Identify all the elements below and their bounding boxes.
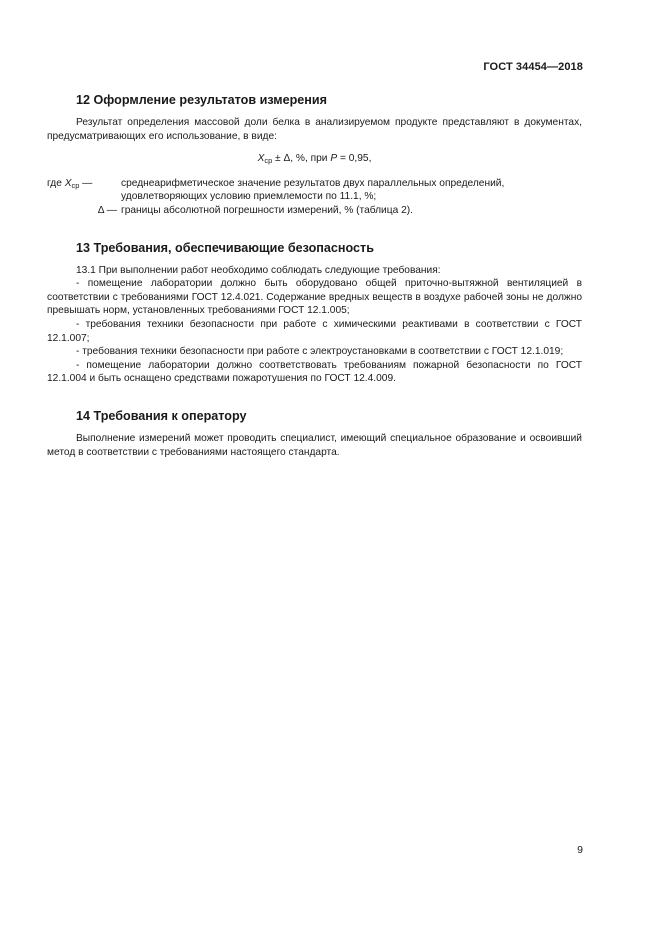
section-12-title: 12 Оформление результатов измерения bbox=[76, 93, 328, 107]
section-14-title: 14 Требования к оператору bbox=[76, 408, 247, 423]
section-13-item-3: - требования техники безопасности при работе с электроустановками в соответствии с ГОСТ 12.1.019; bbox=[76, 346, 564, 358]
where-dash: — bbox=[79, 177, 93, 189]
formula-middle: ± Δ, %, при bbox=[272, 153, 331, 165]
section-13-item-2: - требования техники безопасности при работе с химическими реактивами в соответствии с ГОСТ 12.1.007; bbox=[47, 318, 582, 344]
formula-variable: X bbox=[257, 153, 265, 165]
section-13-item-4: - помещение лаборатории должно соответствовать требованиям пожарной безопасности по ГОСТ 12.1.004 и быть оснащено средствами пожаротушения по ГОСТ 12.4.009. bbox=[47, 359, 582, 385]
formula-probability: P bbox=[330, 153, 338, 165]
formula-tail: = 0,95, bbox=[337, 153, 372, 165]
delta-symbol: Δ — bbox=[97, 204, 117, 216]
document-body bbox=[47, 92, 582, 459]
where-text: среднеарифметическое значение результатов двух параллельных определений, удовлетворяющих условию приемлемости по 11.1, %; bbox=[121, 177, 505, 203]
where-variable: X bbox=[64, 177, 72, 189]
where-subscript: ср bbox=[71, 180, 80, 190]
page-number: 9 bbox=[577, 844, 583, 856]
where-definition-delta bbox=[47, 204, 582, 218]
formula-subscript: ср bbox=[264, 156, 273, 166]
result-formula bbox=[47, 152, 582, 168]
where-definition-xcp bbox=[47, 177, 582, 204]
document-code-header: ГОСТ 34454—2018 bbox=[483, 61, 583, 73]
section-13-title: 13 Требования, обеспечивающие безопасность bbox=[76, 240, 374, 255]
section-14-paragraph: Выполнение измерений может проводить специалист, имеющий специальное образование и освоивший метод в соответствии с требованиями настоящего стандарта. bbox=[47, 432, 582, 458]
section-13-item-1: - помещение лаборатории должно быть оборудовано общей приточно-вытяжной вентиляцией в соответствии с требованиями ГОСТ 12.4.021. Содержание вредных веществ в воздухе рабочей зоны не должно превышать норм, установленных требованиями ГОСТ 12.1.005; bbox=[47, 278, 582, 317]
where-label bbox=[47, 177, 121, 204]
delta-text: границы абсолютной погрешности измерений, % (таблица 2). bbox=[121, 204, 413, 216]
section-12-paragraph: Результат определения массовой доли белка в анализируемом продукте представляют в документах, предусматривающих его использование, в виде: bbox=[47, 117, 582, 142]
where-prefix: где bbox=[47, 177, 65, 189]
section-13-intro: 13.1 При выполнении работ необходимо соблюдать следующие требования: bbox=[76, 264, 441, 276]
